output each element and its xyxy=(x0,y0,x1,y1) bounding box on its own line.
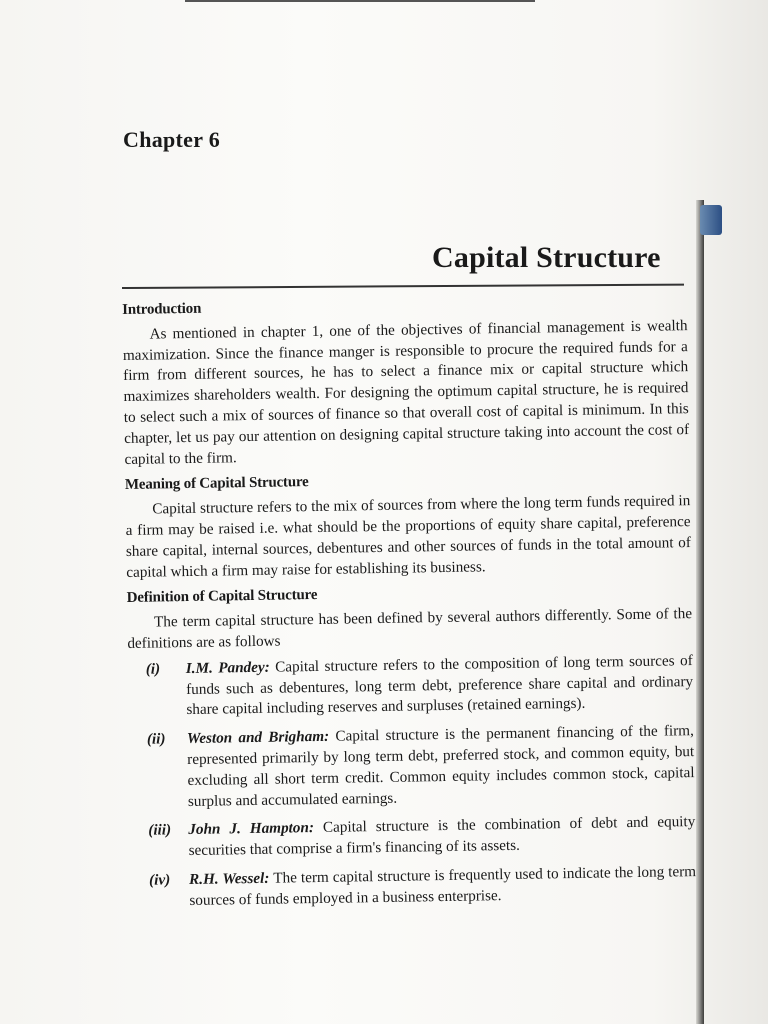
chapter-body xyxy=(122,291,697,920)
definition-list xyxy=(128,651,697,913)
page-binding-edge xyxy=(696,200,704,1024)
page-marker-tab xyxy=(700,205,722,235)
definition-text: Capital structure refers to the composition of long term sources of funds such as debentures, long term debt, preference share capital and ordinary share capital including reserves and surpluses (retained earnings). xyxy=(185,651,694,719)
list-item xyxy=(148,812,696,862)
list-number: (iii) xyxy=(148,821,172,839)
chapter-label: Chapter 6 xyxy=(123,127,221,152)
paragraph-definition-intro: The term capital structure has been defined by several authors differently. Some of the definitions are as follows xyxy=(127,605,693,652)
list-item xyxy=(146,721,695,812)
definition-author: John J. Hampton: xyxy=(188,819,324,839)
paragraph-introduction: As mentioned in chapter 1, one of the objectives of financial management is wealth maximization. Since the finance manger is responsible to procure the required funds for a firm from different sources, he has to select a finance mix or capital structure which maximizes shareholders wealth. For designing the optimum capital structure, he is required to select such a mix of sources of finance so that overall cost of capital is minimum. In this chapter, let us pay our attention on designing capital structure taking into account the cost of capital to the firm. xyxy=(122,316,690,468)
paragraph-meaning: Capital structure refers to the mix of sources from where the long term funds required in a firm may be raised i.e. what should be the proportions of equity share capital, preference share capital, internal sources, debentures and other sources of funds in the total amount of capital which a firm may raise for establishing its business. xyxy=(125,492,692,581)
title-rule xyxy=(122,284,684,289)
definition-text: Capital structure is the combination of debt and equity securities that comprise a firm's financing of its assets. xyxy=(188,813,696,860)
section-heading-introduction: Introduction xyxy=(122,300,202,318)
definition-author: Weston and Brigham: xyxy=(186,727,336,748)
list-number: (i) xyxy=(145,660,161,678)
definition-author: I.M. Pandey: xyxy=(185,658,276,677)
definition-text: The term capital structure is frequently used to indicate the long term sources of funds employed in a business enterprise. xyxy=(189,862,697,909)
list-item xyxy=(145,651,694,721)
section-heading-definition: Definition of Capital Structure xyxy=(126,587,318,607)
definition-author: R.H. Wessel: xyxy=(188,869,274,888)
list-number: (iv) xyxy=(148,871,171,889)
list-item xyxy=(148,862,697,912)
chapter-title: Capital Structure xyxy=(432,241,661,274)
top-edge-line xyxy=(185,0,535,2)
section-heading-meaning: Meaning of Capital Structure xyxy=(124,474,309,494)
definition-text: Capital structure is the permanent financing of the firm, represented primarily by long term debt, preferred stock, and common equity, but excluding all short term credit. Common equity includes common stock, capital surplus and accumulated earnings. xyxy=(187,722,695,810)
list-number: (ii) xyxy=(146,730,166,748)
